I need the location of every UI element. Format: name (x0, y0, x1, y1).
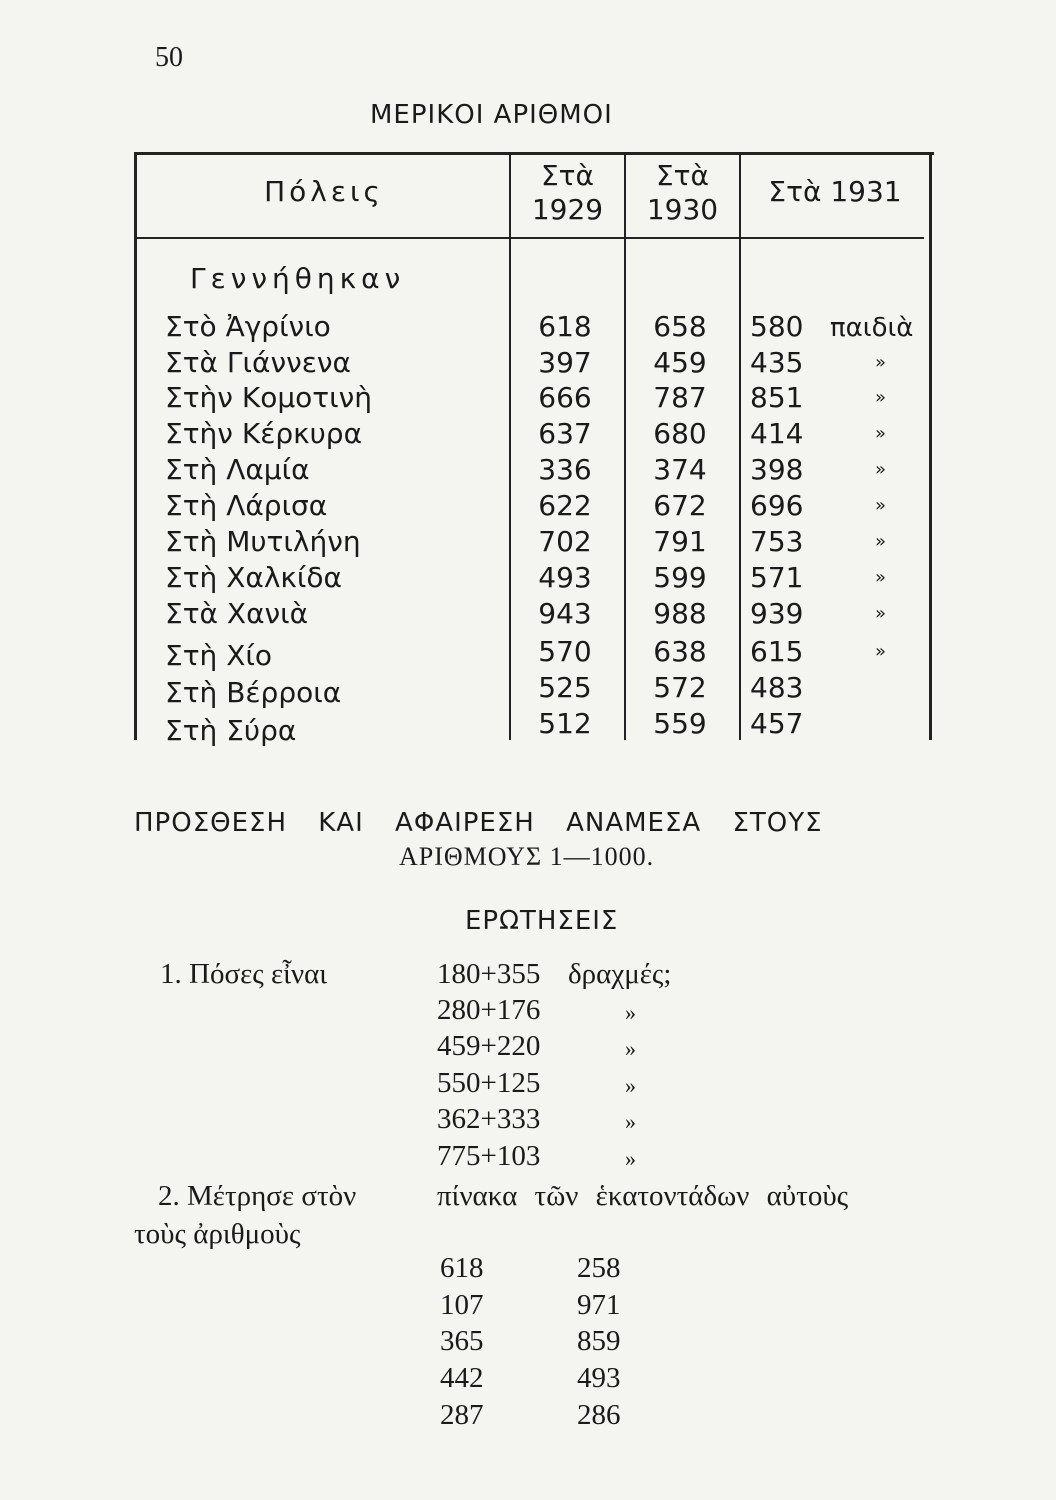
cell-1931: 696 (750, 489, 804, 522)
cell-1931: 615 (750, 635, 804, 668)
row-city: Στὰ Χανιὰ (165, 597, 309, 630)
ditto-mark: » (875, 495, 887, 516)
question-2-text-line2: τοὺς ἀριθμοὺς (134, 1218, 301, 1250)
question-2-text: πίνακα τῶν ἑκατοντάδων αὐτοὺς (437, 1180, 849, 1212)
ditto-mark: » (875, 423, 887, 444)
cell-1930: 787 (653, 381, 707, 414)
operation: 280+176 (437, 994, 541, 1026)
row-city: Στὴ Χίο (165, 639, 272, 672)
cell-1929: 622 (538, 489, 592, 522)
question-2-label: 2. Μέτρησε στὸν (158, 1180, 357, 1212)
operation: 180+355 (437, 958, 541, 990)
cell-1931: 580 (750, 310, 804, 343)
cell-1929: 493 (538, 561, 592, 594)
cell-1930: 599 (653, 561, 707, 594)
number-col1: 287 (440, 1399, 484, 1431)
cell-1930: 459 (653, 346, 707, 379)
operation: 550+125 (437, 1067, 541, 1099)
cell-1929: 618 (538, 310, 592, 343)
questions-heading: ΕΡΩΤΗΣΕΙΣ (465, 906, 619, 936)
header-1930-top: Στὰ (655, 159, 709, 192)
header-1931: Στὰ 1931 (768, 175, 902, 208)
row-city: Στὴν Κέρκυρα (165, 417, 363, 450)
cell-1931: 753 (750, 525, 804, 558)
cell-1929: 512 (538, 707, 592, 740)
table-left-border (134, 152, 137, 740)
operation: 775+103 (437, 1140, 541, 1172)
header-1930-year: 1930 (646, 193, 719, 226)
cell-1929: 336 (538, 453, 592, 486)
row-city: Στὸ Ἀγρίνιο (165, 310, 331, 343)
ditto-mark: » (625, 1036, 636, 1061)
cell-1931: 435 (750, 346, 804, 379)
section-title: ΠΡΟΣΘΕΣΗ ΚΑΙ ΑΦΑΙΡΕΣΗ ΑΝΑΜΕΣΑ ΣΤΟΥΣ (134, 808, 823, 838)
table-header-rule (134, 237, 924, 239)
cell-1929: 397 (538, 346, 592, 379)
section-title-line2: ΑΡΙΘΜΟΥΣ 1—1000. (399, 842, 655, 871)
header-1929-top: Στὰ (540, 159, 594, 192)
number-col1: 442 (440, 1362, 484, 1394)
ditto-mark: » (875, 352, 887, 373)
cell-1930: 658 (653, 310, 707, 343)
table-subheader: Γεννήθηκαν (190, 262, 406, 295)
page-number: 50 (155, 42, 183, 73)
ditto-mark: » (875, 567, 887, 588)
ditto-mark: » (625, 1146, 636, 1171)
row-city: Στὴ Βέρροια (165, 676, 342, 709)
cell-1929: 702 (538, 525, 592, 558)
cell-1930: 672 (653, 489, 707, 522)
cell-1930: 680 (653, 417, 707, 450)
ditto-mark: » (625, 1073, 636, 1098)
operation: 362+333 (437, 1103, 541, 1135)
row-city: Στὴ Μυτιλήνη (165, 525, 361, 558)
row-city: Στὴ Λαμία (165, 453, 310, 486)
cell-1929: 666 (538, 381, 592, 414)
table-top-rule (134, 152, 934, 155)
row-city: Στὴν Κομοτινὴ (165, 381, 372, 414)
unit-label: παιδιὰ (830, 313, 914, 343)
cell-1930: 572 (653, 671, 707, 704)
number-col1: 618 (440, 1252, 484, 1284)
ditto-mark: » (875, 387, 887, 408)
col-divider-3 (739, 152, 741, 740)
number-col2: 971 (577, 1289, 621, 1321)
row-city: Στὴ Λάρισα (165, 489, 328, 522)
cell-1929: 637 (538, 417, 592, 450)
cell-1930: 988 (653, 597, 707, 630)
cell-1931: 414 (750, 417, 804, 450)
header-cities: Πόλεις (264, 175, 384, 208)
unit-drachmes: δραχμές; (568, 958, 672, 990)
cell-1929: 943 (538, 597, 592, 630)
cell-1931: 398 (750, 453, 804, 486)
cell-1931: 483 (750, 671, 804, 704)
number-col2: 859 (577, 1325, 621, 1357)
ditto-mark: » (875, 641, 887, 662)
cell-1930: 791 (653, 525, 707, 558)
cell-1929: 570 (538, 635, 592, 668)
row-city: Στὰ Γιάννενα (165, 346, 351, 379)
ditto-mark: » (875, 603, 887, 624)
table-right-border (929, 152, 932, 740)
cell-1931: 851 (750, 381, 804, 414)
ditto-mark: » (625, 1000, 636, 1025)
number-col1: 107 (440, 1289, 484, 1321)
ditto-mark: » (625, 1109, 636, 1134)
number-col1: 365 (440, 1325, 484, 1357)
ditto-mark: » (875, 531, 887, 552)
cell-1929: 525 (538, 671, 592, 704)
cell-1930: 374 (653, 453, 707, 486)
page-title: ΜΕΡΙΚΟΙ ΑΡΙΘΜΟΙ (370, 100, 613, 130)
ditto-mark: » (875, 459, 887, 480)
number-col2: 286 (577, 1399, 621, 1431)
cell-1931: 571 (750, 561, 804, 594)
header-1929-year: 1929 (531, 193, 604, 226)
cell-1930: 638 (653, 635, 707, 668)
operation: 459+220 (437, 1030, 541, 1062)
cell-1931: 939 (750, 597, 804, 630)
question-1-label: 1. Πόσες εἶναι (160, 958, 328, 990)
cell-1930: 559 (653, 707, 707, 740)
cell-1931: 457 (750, 707, 804, 740)
number-col2: 258 (577, 1252, 621, 1284)
row-city: Στὴ Σύρα (165, 714, 297, 747)
number-col2: 493 (577, 1362, 621, 1394)
row-city: Στὴ Χαλκίδα (165, 561, 342, 594)
